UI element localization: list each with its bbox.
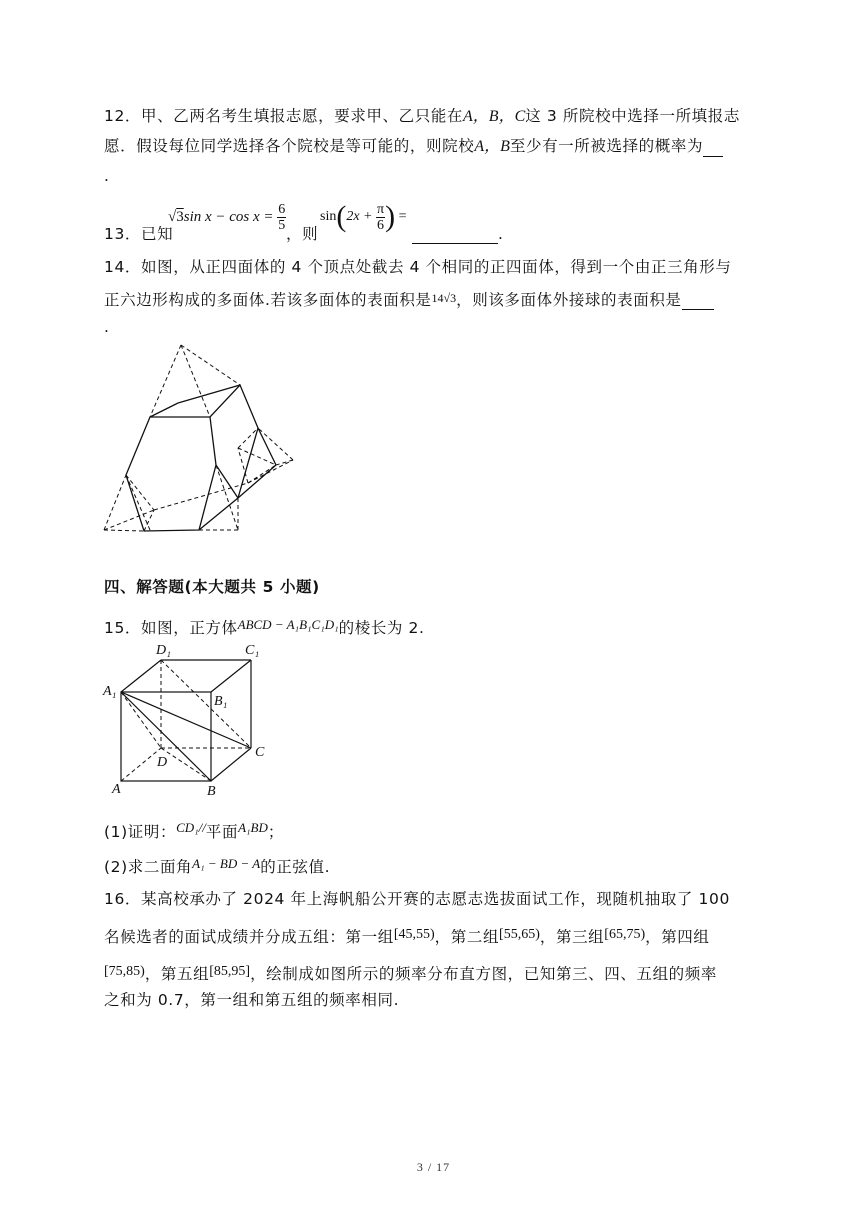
q16-line1: 16．某高校承办了 2024 年上海帆船公开赛的志愿志选拔面试工作，现随机抽取了 100 bbox=[104, 890, 730, 908]
q15-part1-b: 平面 bbox=[205, 823, 239, 841]
q12-vars-2: A，B bbox=[474, 138, 510, 155]
q13-frac-den: 5 bbox=[278, 218, 286, 233]
q16-line4: 之和为 0.7，第一组和第五组的频率相同. bbox=[104, 991, 400, 1009]
q15-part1-end: ； bbox=[267, 823, 284, 841]
section4-heading: 四、解答题(本大题共 5 小题) bbox=[104, 578, 320, 596]
sqrt-icon: √ bbox=[168, 208, 177, 225]
q12-line1 bbox=[104, 106, 740, 127]
q15-cube-name: ABCD − A₁B₁C₁D₁ bbox=[237, 617, 339, 632]
q14-area: 14√3 bbox=[431, 291, 457, 305]
q12-text-d: 至少有一所被选择的概率为 bbox=[509, 137, 704, 155]
q16-g1: [45,55) bbox=[393, 927, 435, 942]
q13-inner: 2x + bbox=[346, 209, 373, 225]
q13-end: . bbox=[498, 225, 504, 243]
label-B1: B₁ bbox=[214, 694, 228, 709]
q15-part1-a: (1)证明： bbox=[104, 823, 177, 841]
q12-line3: . bbox=[104, 167, 110, 185]
q15-part2 bbox=[104, 854, 330, 877]
q13-eq: = bbox=[398, 209, 407, 225]
q15-angle: A₁ − BD − A bbox=[192, 856, 261, 871]
q16-line3 bbox=[104, 962, 717, 984]
q14-line3: . bbox=[104, 318, 110, 336]
q13-pi-fraction bbox=[376, 202, 385, 233]
truncated-tetrahedron-figure bbox=[98, 340, 303, 536]
q16-line2 bbox=[104, 925, 710, 947]
q13-eq-left: sin x − cos x = bbox=[183, 208, 274, 225]
label-C: C bbox=[255, 745, 265, 760]
q13-label: 13．已知 bbox=[104, 225, 174, 243]
cube-figure bbox=[100, 640, 280, 800]
q12-text-c: 愿．假设每位同学选择各个院校是等可能的，则院校 bbox=[104, 137, 475, 155]
label-C1: C₁ bbox=[245, 643, 260, 658]
q13-given-equation bbox=[168, 202, 286, 233]
q12-text-b: 这 3 所院校中选择一所填报志 bbox=[525, 107, 740, 125]
q12-vars: A，B，C bbox=[463, 108, 526, 125]
q15-text-a: 15．如图，正方体 bbox=[104, 619, 238, 637]
q15-part2-b: 的正弦值. bbox=[260, 858, 331, 876]
label-B: B bbox=[207, 784, 216, 799]
q14-answer-blank bbox=[682, 293, 714, 310]
q15-plane: A₁BD bbox=[238, 820, 268, 835]
q15-line1 bbox=[104, 615, 425, 638]
q14-line1: 14．如图，从正四面体的 4 个顶点处截去 4 个相同的正四面体，得到一个由正三角形与 bbox=[104, 258, 732, 276]
q16-g4: [75,85) bbox=[104, 964, 145, 979]
label-D: D bbox=[157, 755, 168, 770]
q14-line2 bbox=[104, 288, 714, 310]
q15-part1 bbox=[104, 818, 284, 842]
q16-g2: [55,65) bbox=[499, 927, 540, 942]
label-D1: D₁ bbox=[156, 643, 171, 658]
q13-then: ，则 bbox=[286, 225, 319, 243]
q15-cd1: CD₁// bbox=[176, 820, 206, 835]
q16-text-b: ，第二组 bbox=[434, 928, 500, 946]
q16-text-a: 名候选者的面试成绩并分成五组：第一组 bbox=[104, 928, 394, 946]
q13-sin: sin bbox=[320, 209, 337, 225]
paren-open-icon: ( bbox=[336, 200, 347, 233]
q16-g3: [65,75) bbox=[604, 927, 646, 942]
q16-text-c: ，第三组 bbox=[539, 928, 605, 946]
page-number: 3 / 17 bbox=[416, 1160, 451, 1174]
q16-text-f: ，绘制成如图所示的频率分布直方图，已知第三、四、五组的频率 bbox=[250, 965, 717, 983]
q12-text-a: 12．甲、乙两名考生填报志愿，要求甲、乙只能在 bbox=[104, 107, 464, 125]
q12-answer-blank bbox=[703, 140, 723, 157]
paren-close-icon: ) bbox=[385, 200, 396, 233]
q13-target-expression bbox=[320, 200, 407, 234]
q13-pi-den: 6 bbox=[377, 217, 385, 233]
q13-sqrt3: 3 bbox=[176, 208, 184, 225]
q13-fraction bbox=[277, 202, 286, 233]
q14-text-b: ，则该多面体外接球的表面积是 bbox=[456, 291, 682, 309]
q16-g5: [85,95] bbox=[209, 964, 251, 979]
q15-part2-a: (2)求二面角 bbox=[104, 858, 193, 876]
q16-text-d: ，第四组 bbox=[645, 928, 710, 946]
q14-text-a: 正六边形构成的多面体.若该多面体的表面积是 bbox=[104, 291, 432, 309]
q12-line2 bbox=[104, 136, 723, 157]
q13-frac-num: 6 bbox=[278, 202, 286, 217]
q13-answer-blank bbox=[412, 227, 498, 244]
q13-answer-line bbox=[412, 224, 504, 244]
q13-pi-num: π bbox=[377, 201, 385, 217]
q15-text-b: 的棱长为 2. bbox=[338, 619, 425, 637]
label-A: A bbox=[112, 782, 121, 797]
label-A1: A₁ bbox=[103, 684, 117, 699]
q16-text-e: ，第五组 bbox=[144, 965, 210, 983]
